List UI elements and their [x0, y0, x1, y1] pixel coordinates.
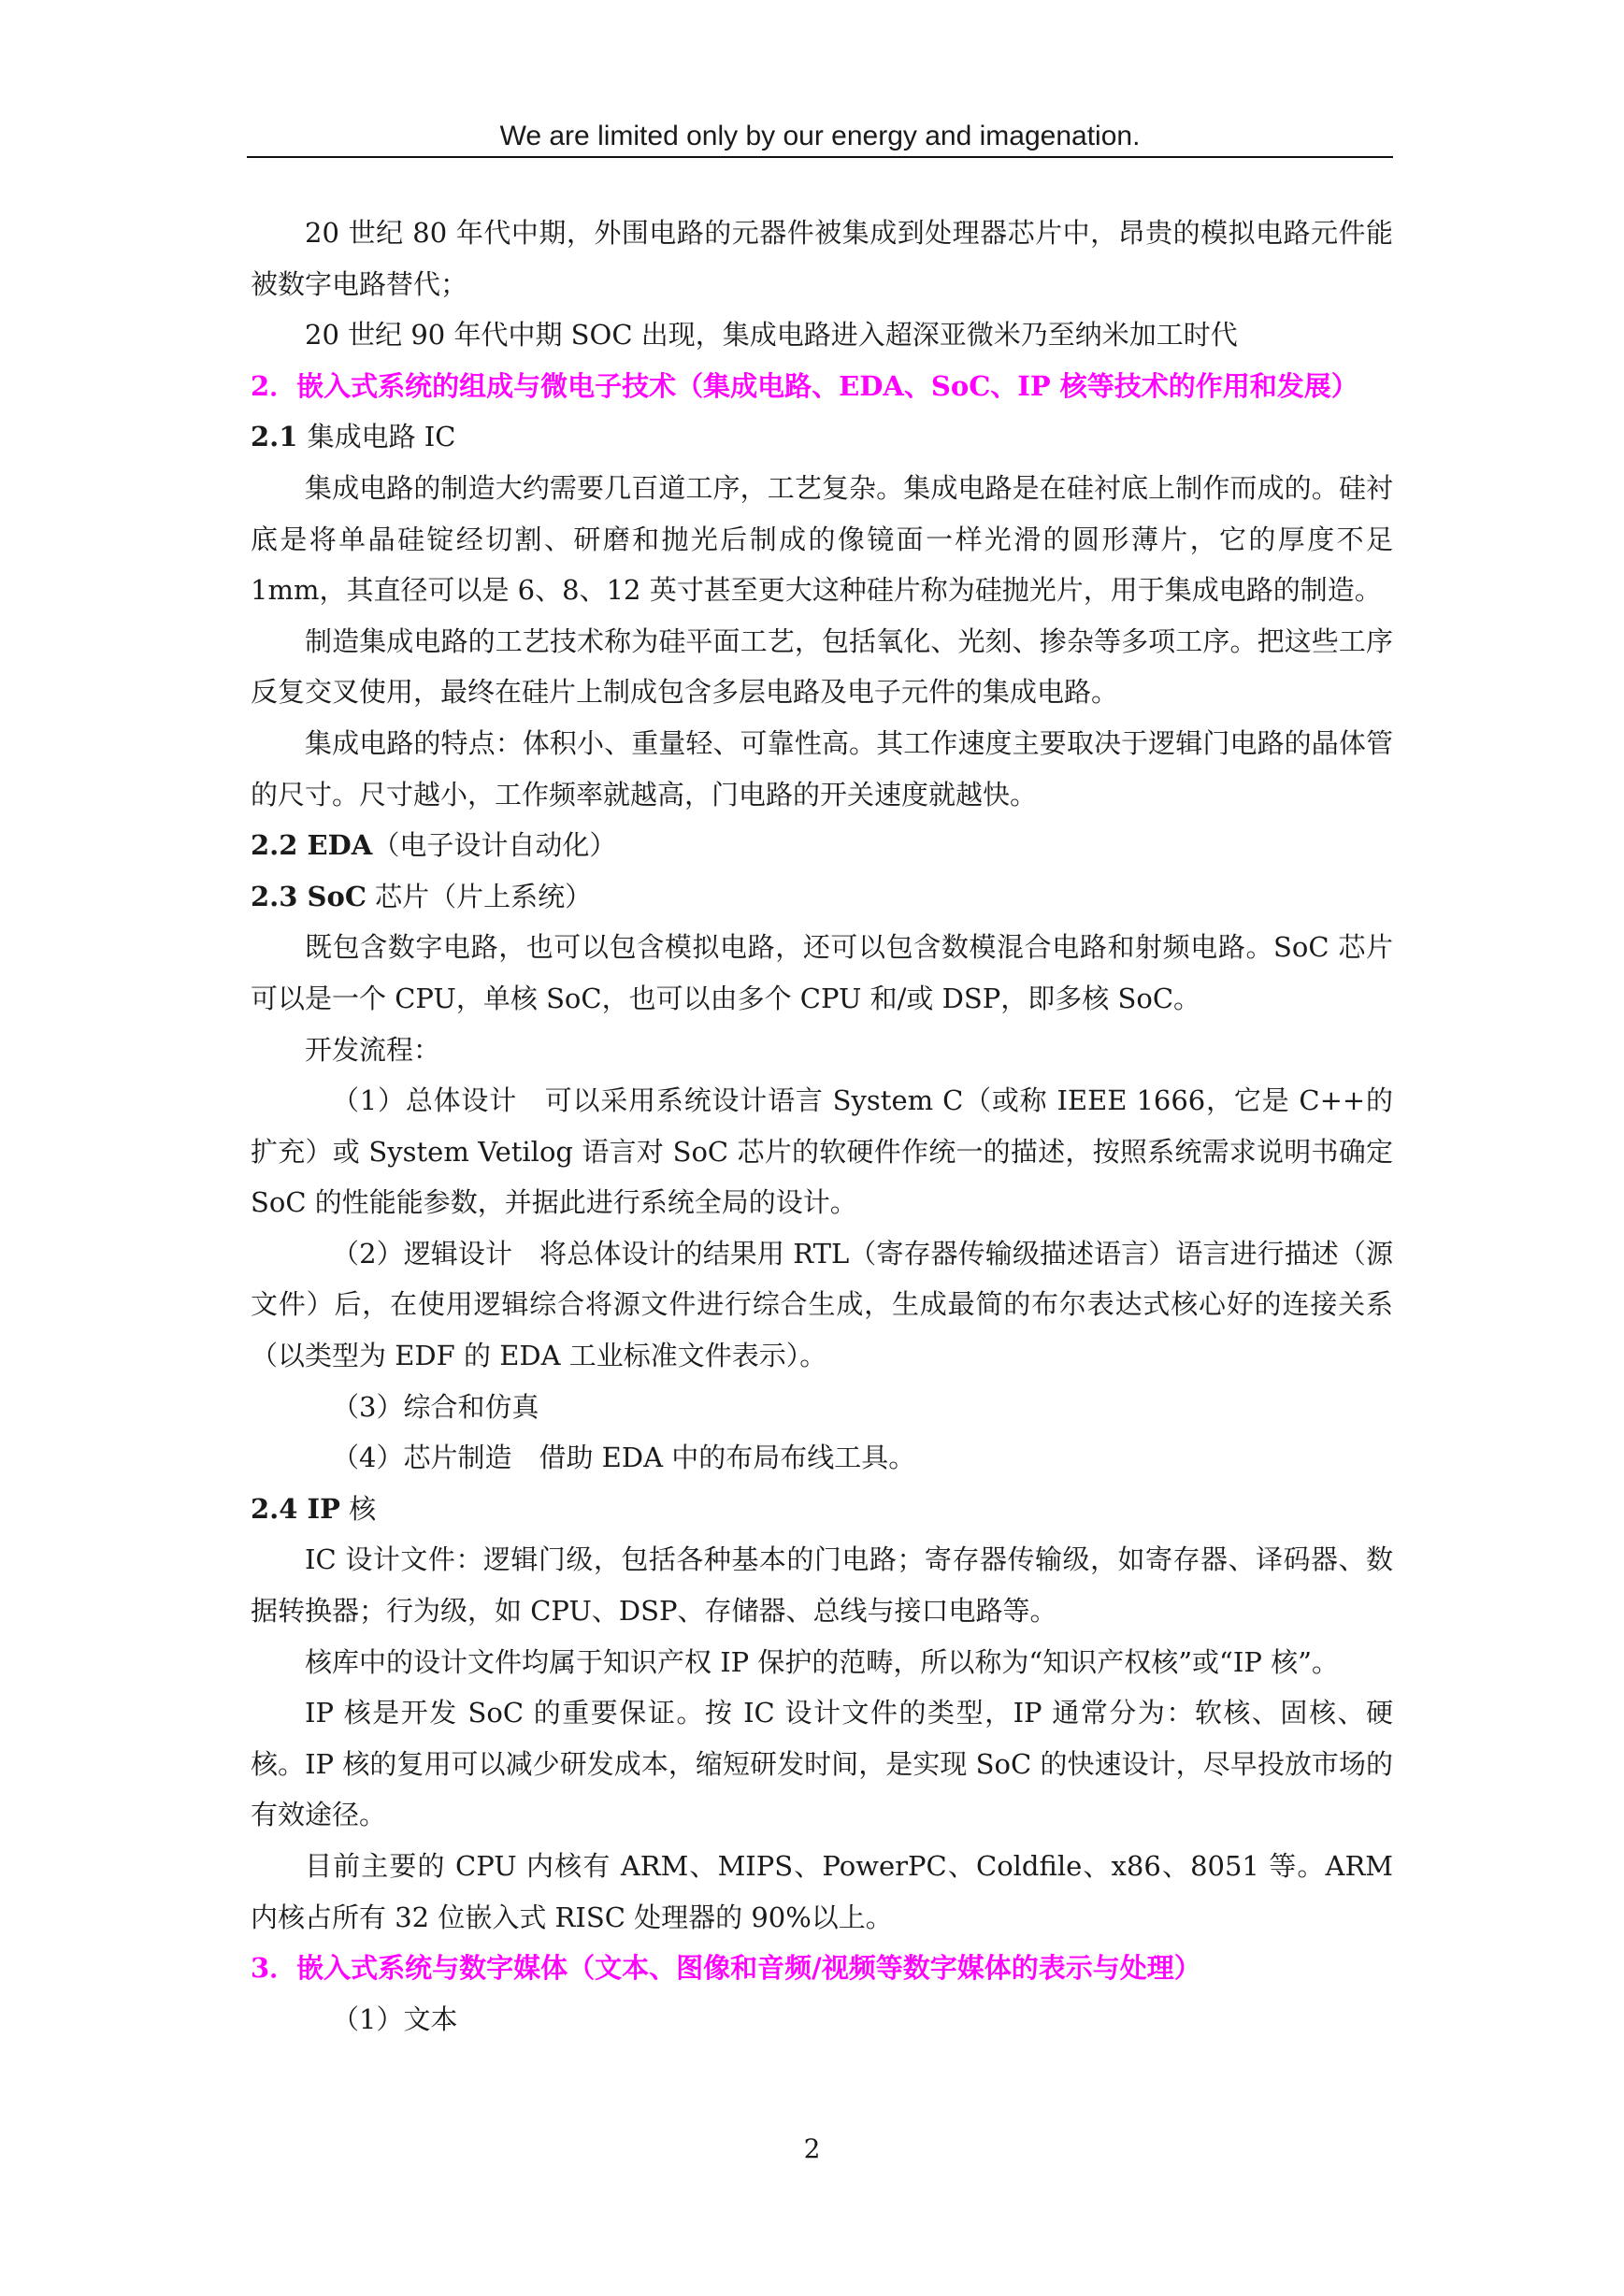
paragraph: 20 世纪 80 年代中期，外围电路的元器件被集成到处理器芯片中，昂贵的模拟电路元件能被数字电路替代；	[251, 217, 1393, 300]
heading-number: 2.4 IP	[251, 1492, 340, 1525]
section-heading-3: 3．嵌入式系统与数字媒体（文本、图像和音频/视频等数字媒体的表示与处理）	[251, 1952, 1201, 1985]
subsection-heading-2-1	[251, 411, 1393, 463]
paragraph: （4）芯片制造 借助 EDA 中的布局布线工具。	[332, 1442, 916, 1474]
heading-number: 2.1	[251, 421, 298, 453]
subsection-heading-2-3	[251, 871, 1393, 923]
paragraph: （3）综合和仿真	[332, 1390, 539, 1423]
heading-number: 2.3 SoC	[251, 880, 366, 912]
heading-text: 芯片（片上系统）	[366, 880, 593, 912]
heading-text: 核	[339, 1492, 377, 1525]
paragraph: 集成电路的特点：体积小、重量轻、可靠性高。其工作速度主要取决于逻辑门电路的晶体管的尺寸。尺寸越小，工作频率就越高，门电路的开关速度就越快。	[251, 726, 1393, 811]
paragraph: 开发流程：	[305, 1033, 441, 1066]
section-heading-2: 2．嵌入式系统的组成与微电子技术（集成电路、EDA、SoC、IP 核等技术的作用和发展）	[251, 369, 1358, 402]
heading-number: 2.2 EDA	[251, 829, 373, 862]
paragraph: （2）逻辑设计 将总体设计的结果用 RTL（寄存器传输级描述语言）语言进行描述（源文件）后，在使用逻辑综合将源文件进行综合生成，生成最简的布尔表达式核心好的连接关系（以类型为 EDF 的 EDA 工业标准文件表示）。	[251, 1237, 1393, 1372]
paragraph: 制造集成电路的工艺技术称为硅平面工艺，包括氧化、光刻、掺杂等多项工序。把这些工序反复交叉使用，最终在硅片上制成包含多层电路及电子元件的集成电路。	[251, 624, 1393, 709]
heading-text: 集成电路 IC	[307, 421, 456, 453]
paragraph: IP 核是开发 SoC 的重要保证。按 IC 设计文件的类型，IP 通常分为：软核、固核、硬核。IP 核的复用可以减少研发成本，缩短研发时间，是实现 SoC 的快速设计，尽早投放市场的有效途径。	[251, 1697, 1393, 1831]
header-rule	[247, 156, 1393, 158]
paragraph: 集成电路的制造大约需要几百道工序，工艺复杂。集成电路是在硅衬底上制作而成的。硅衬底是将单晶硅锭经切割、研磨和抛光后制成的像镜面一样光滑的圆形薄片，它的厚度不足 1mm，其直径可以是 6、8、12 英寸甚至更大这种硅片称为硅抛光片，用于集成电路的制造。	[251, 471, 1393, 607]
subsection-heading-2-4	[251, 1484, 1393, 1535]
subsection-heading-2-2	[251, 820, 1393, 871]
paragraph: 既包含数字电路，也可以包含模拟电路，还可以包含数模混合电路和射频电路。SoC 芯片可以是一个 CPU，单核 SoC，也可以由多个 CPU 和/或 DSP，即多核 SoC。	[251, 931, 1393, 1014]
heading-text: （电子设计自动化）	[372, 829, 617, 862]
paragraph: 20 世纪 90 年代中期 SOC 出现，集成电路进入超深亚微米乃至纳米加工时代	[305, 319, 1238, 352]
running-header: We are limited only by our energy and imagenation.	[499, 121, 1141, 151]
document-body	[251, 208, 1393, 2045]
paragraph: （1）总体设计 可以采用系统设计语言 System C（或称 IEEE 1666，它是 C++的扩充）或 System Vetilog 语言对 SoC 芯片的软硬件作统一的描述，按照系统需求说明书确定 SoC 的性能能参数，并据此进行系统全局的设计。	[251, 1084, 1393, 1219]
paragraph: 核库中的设计文件均属于知识产权 IP 保护的范畴，所以称为“知识产权核”或“IP 核”。	[305, 1645, 1339, 1678]
paragraph: 目前主要的 CPU 内核有 ARM、MIPS、PowerPC、Coldfile、x86、8051 等。ARM 内核占所有 32 位嵌入式 RISC 处理器的 90%以上。	[251, 1850, 1393, 1933]
paragraph: （1）文本	[332, 2002, 458, 2035]
page-number: 2	[803, 2133, 821, 2164]
paragraph: IC 设计文件：逻辑门级，包括各种基本的门电路；寄存器传输级，如寄存器、译码器、数据转换器；行为级，如 CPU、DSP、存储器、总线与接口电路等。	[251, 1543, 1393, 1628]
